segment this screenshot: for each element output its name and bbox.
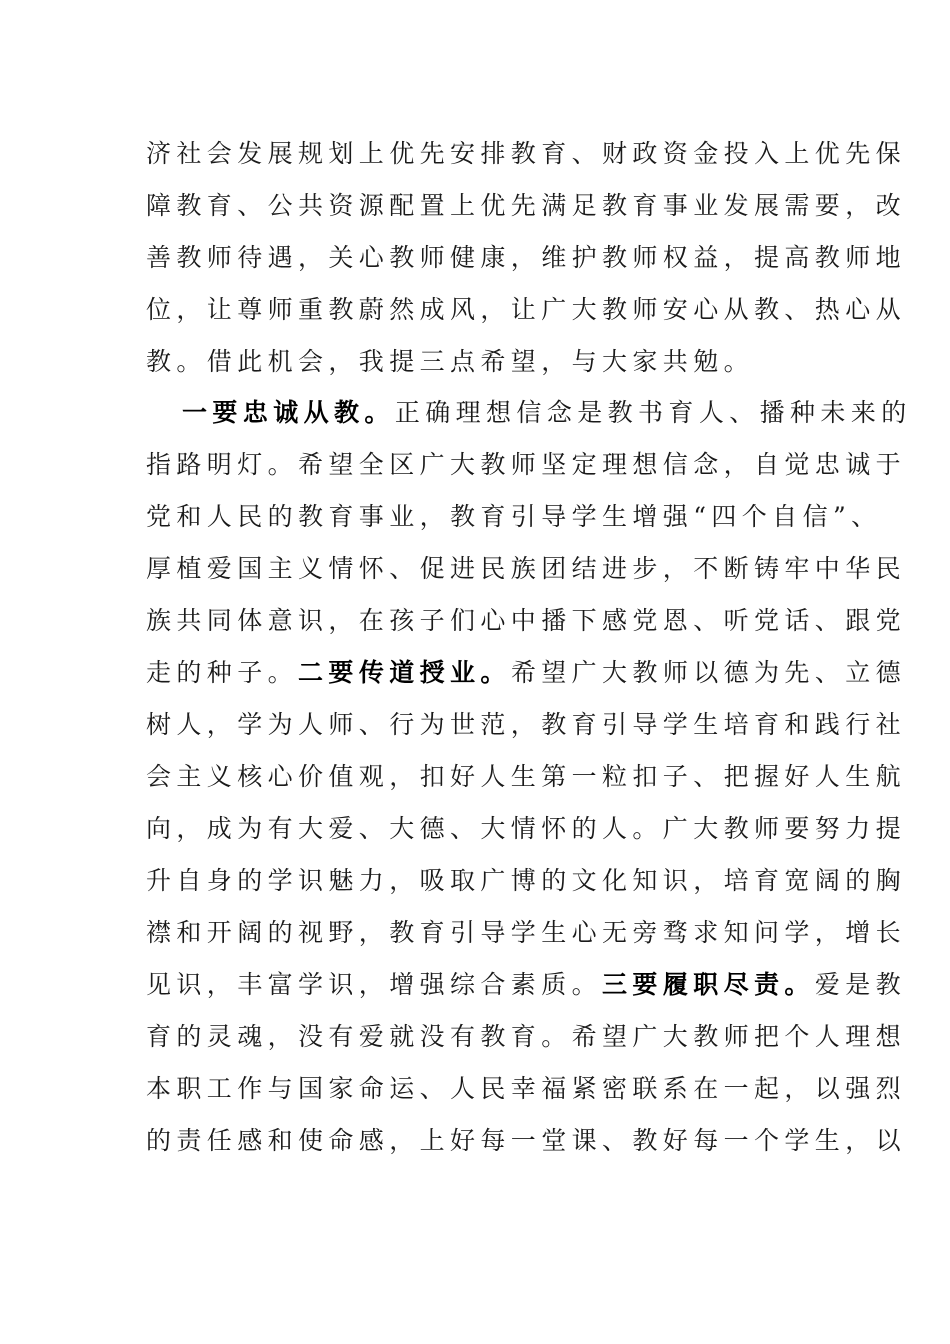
paragraph-1 [146, 128, 907, 388]
text-run: 走的种子。 [146, 658, 299, 687]
text-line: 障教育、公共资源配置上优先满足教育事业发展需要，改 [146, 191, 907, 220]
text-run: 正确理想信念是教书育人、播种未来的 [394, 398, 912, 427]
text-line: 指路明灯。希望全区广大教师坚定理想信念，自觉忠诚于 [146, 450, 907, 479]
text-run: 爱是教 [814, 970, 907, 999]
text-line: 厚植爱国主义情怀、促进民族团结进步，不断铸牢中华民 [146, 554, 907, 583]
text-line: 位，让尊师重教蔚然成风，让广大教师安心从教、热心从 [146, 295, 907, 324]
text-line: 育的灵魂，没有爱就没有教育。希望广大教师把个人理想 [146, 1022, 907, 1051]
heading-one: 一要忠诚从教。 [182, 398, 395, 427]
heading-three: 三要履职尽责。 [602, 970, 815, 999]
text-line [146, 647, 907, 699]
text-line [146, 959, 907, 1011]
text-line: 向，成为有大爱、大德、大情怀的人。广大教师要努力提 [146, 814, 907, 843]
text-line: 会主义核心价值观，扣好人生第一粒扣子、把握好人生航 [146, 762, 907, 791]
text-line: 善教师待遇，关心教师健康，维护教师权益，提高教师地 [146, 243, 907, 272]
text-line: 济社会发展规划上优先安排教育、财政资金投入上优先保 [146, 139, 907, 168]
text-line: 本职工作与国家命运、人民幸福紧密联系在一起，以强烈 [146, 1074, 907, 1103]
heading-two: 二要传道授业。 [298, 658, 511, 687]
text-line: 教。借此机会，我提三点希望，与大家共勉。 [146, 347, 755, 376]
text-run: 希望广大教师以德为先、立德 [510, 658, 907, 687]
text-line: 族共同体意识，在孩子们心中播下感党恩、听党话、跟党 [146, 606, 907, 635]
text-run: 见识，丰富学识，增强综合素质。 [146, 970, 603, 999]
text-line: 的责任感和使命感，上好每一堂课、教好每一个学生，以 [146, 1126, 907, 1155]
paragraph-2 [146, 387, 912, 1167]
text-line: 襟和开阔的视野，教育引导学生心无旁骛求知问学，增长 [146, 918, 907, 947]
text-line: 党和人民的教育事业，教育引导学生增强“四个自信”、 [146, 502, 882, 531]
text-line: 升自身的学识魅力，吸取广博的文化知识，培育宽阔的胸 [146, 866, 907, 895]
text-line [146, 387, 912, 439]
text-line: 树人，学为人师、行为世范，教育引导学生培育和践行社 [146, 710, 907, 739]
